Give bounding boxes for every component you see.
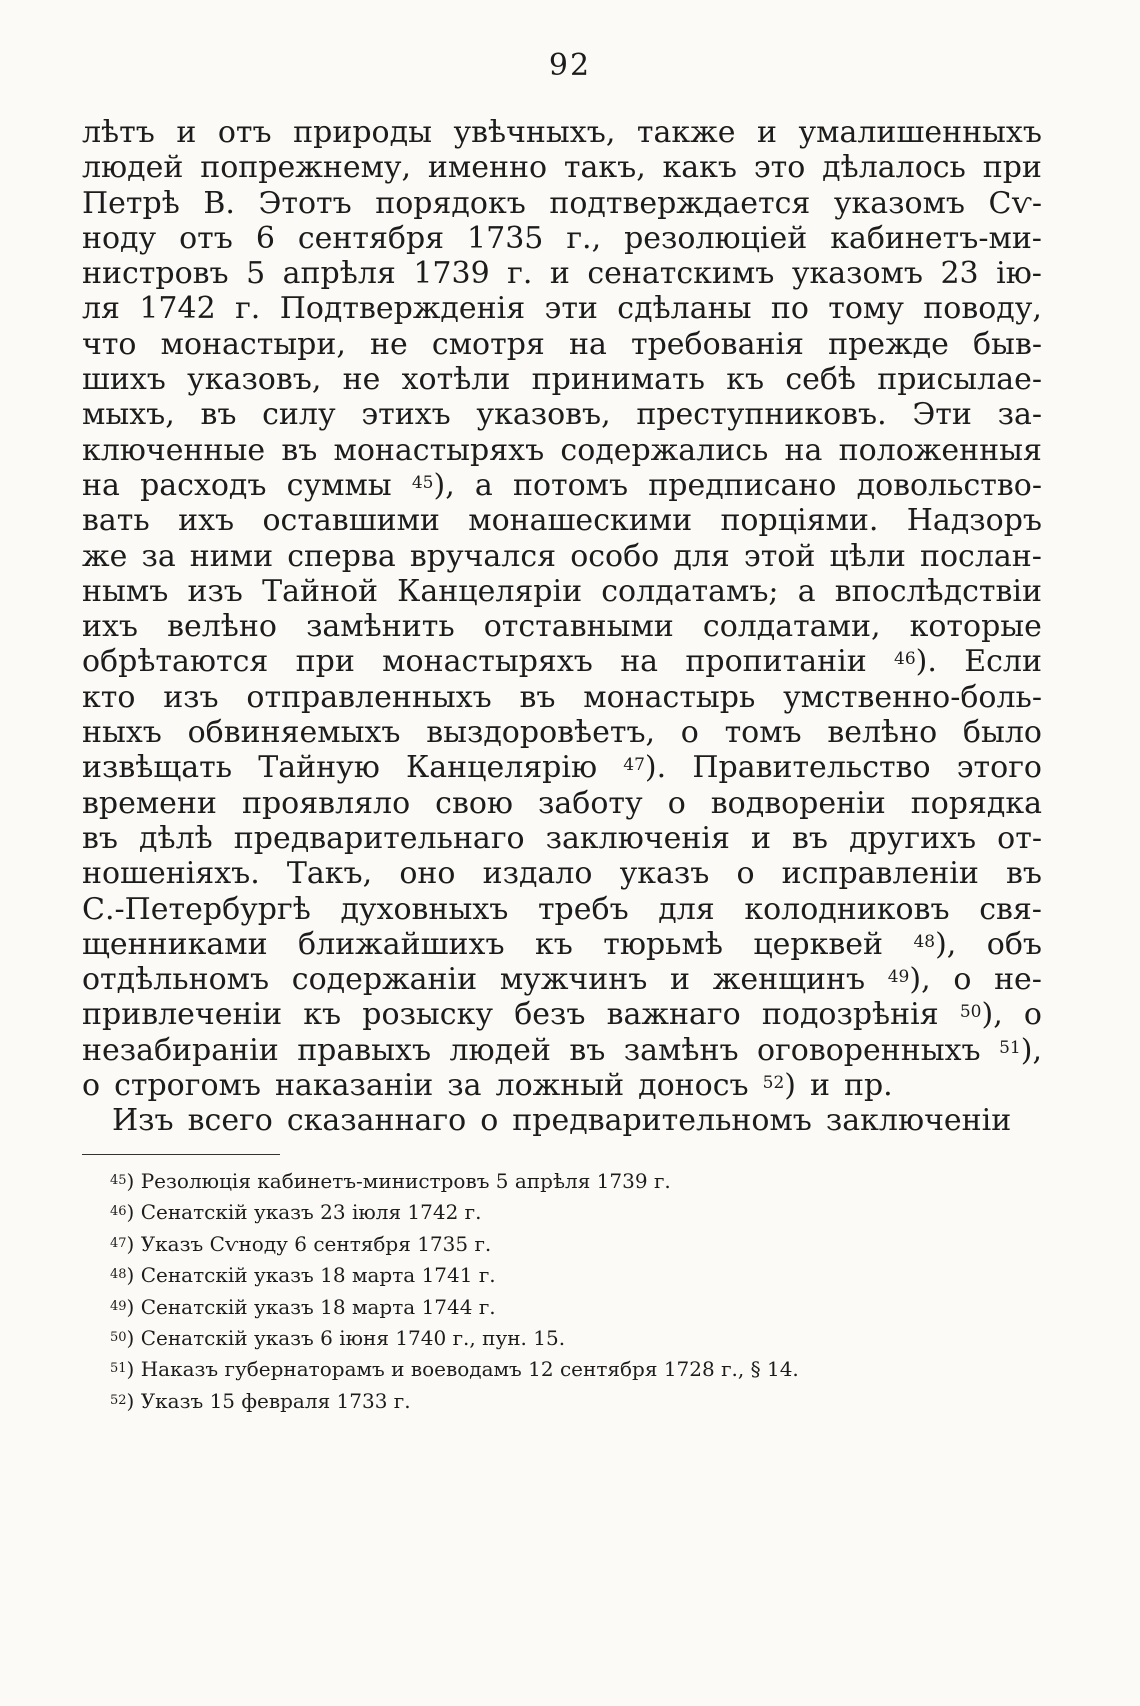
body-line [82, 856, 1042, 891]
word: принимать [531, 362, 705, 398]
word: Надзоръ [906, 503, 1042, 539]
word: от- [997, 820, 1042, 856]
footnote-number: 50 [110, 1329, 127, 1345]
word: порядка [910, 785, 1042, 821]
word: 1739 [413, 256, 490, 292]
word: $^{50}$), [959, 997, 1003, 1033]
footnote-number: 51 [110, 1361, 127, 1377]
word: свя- [979, 891, 1042, 927]
word: $^{47}$). [623, 750, 667, 786]
body-text [82, 115, 1042, 1139]
word: въ [200, 397, 237, 433]
word: шихъ [82, 362, 166, 398]
word: именно [427, 150, 548, 186]
footnote-text: ) Резолюція кабинетъ-министровъ 5 апрѣля 1739 г. [126, 1169, 671, 1193]
word: Эти [912, 397, 972, 433]
footnote [110, 1229, 1010, 1260]
word: $^{48}$), [913, 926, 957, 962]
word: правыхъ [297, 1032, 432, 1068]
word: что [82, 326, 137, 362]
word: свою [435, 785, 514, 821]
word: это [753, 150, 806, 186]
word: предварительномъ [512, 1103, 812, 1139]
word: такъ, [563, 150, 646, 186]
footnote-text: ) Наказъ губернаторамъ и воеводамъ 12 сентября 1728 г., § 14. [126, 1357, 799, 1382]
word: о [736, 856, 755, 892]
word: особо [570, 538, 660, 574]
word: на [620, 644, 659, 680]
body-line [82, 291, 1042, 326]
word: щенниками [82, 926, 268, 962]
word: указомъ [833, 185, 965, 221]
word: силу [262, 397, 336, 433]
word: С.-Петербургѣ [82, 891, 311, 927]
word: кто [82, 679, 136, 715]
word: по [770, 291, 809, 327]
body-line [82, 327, 1042, 362]
word: Подтвержденія [279, 291, 526, 327]
word: 1742 [139, 291, 216, 327]
word: г., [566, 220, 602, 256]
word: дѣлалось [822, 150, 966, 186]
footnote-text: ) Сенатскій указъ 18 марта 1741 г. [126, 1263, 496, 1288]
word: солдатамъ; [601, 573, 779, 609]
footnote [110, 1197, 1010, 1228]
footnote-ref: 47 [623, 755, 645, 776]
word: о [680, 715, 699, 751]
page-number: 92 [548, 48, 592, 83]
footnote [110, 1166, 1010, 1197]
word: о [953, 962, 972, 998]
word: розыску [362, 997, 494, 1033]
footnote-number: 45 [110, 1173, 127, 1188]
body-line [82, 644, 1042, 679]
word: о [82, 1068, 101, 1104]
word: сенатскимъ [587, 256, 775, 292]
word: г. [507, 256, 533, 292]
word: безъ [514, 997, 586, 1033]
word: выздоровѣетъ, [426, 715, 656, 751]
word: мыхъ, [82, 397, 175, 433]
word: предварительнаго [233, 820, 525, 856]
word: Этотъ [258, 185, 352, 221]
word: другихъ [849, 820, 977, 856]
word: впослѣдствіи [834, 573, 1042, 609]
footnote-ref: 46 [894, 649, 916, 670]
word: въ [82, 820, 118, 856]
word: не [342, 362, 381, 398]
word: попрежнему, [200, 150, 412, 186]
footnotes [110, 1166, 1010, 1417]
word: изъ [187, 573, 243, 609]
word: подозрѣнія [761, 997, 939, 1033]
body-line [82, 115, 1042, 150]
footnote-number: 52 [110, 1392, 127, 1408]
word: Тайной [262, 573, 379, 609]
word: увѣчныхъ, [453, 115, 616, 150]
word: цѣли [829, 538, 906, 574]
word: наказаніи [274, 1068, 434, 1104]
body-line [82, 1068, 1042, 1103]
word: и [670, 962, 691, 998]
word: указовъ, [187, 362, 322, 398]
word: $^{49}$), [887, 962, 931, 998]
word: ныхъ [82, 715, 162, 751]
word: указомъ [791, 256, 923, 292]
word: требъ [537, 891, 629, 927]
word: на [82, 467, 120, 503]
word: природы [293, 115, 432, 150]
word: сентября [297, 220, 445, 256]
word: въ [569, 1032, 606, 1068]
word: довольство- [856, 467, 1042, 503]
body-line [82, 892, 1042, 927]
word: умалишенныхъ [798, 115, 1042, 150]
word: монастыри, [160, 326, 346, 362]
body-line [82, 715, 1042, 750]
word: монашескими [468, 503, 693, 539]
footnote-divider [82, 1154, 280, 1155]
word: ложный [495, 1068, 625, 1104]
word: Сѵ- [988, 185, 1042, 221]
body-line [82, 821, 1042, 856]
word: отъ [217, 115, 272, 150]
word: требованія [631, 326, 804, 362]
word: порядокъ [375, 185, 526, 221]
word: о [480, 1103, 499, 1139]
word: въ [281, 432, 318, 468]
word: привлеченіи [82, 997, 283, 1033]
word: къ [303, 997, 342, 1033]
word: церквей [753, 926, 884, 962]
word: всего [187, 1103, 273, 1139]
footnote [110, 1323, 1010, 1354]
word: оставшими [262, 503, 440, 539]
word: за [141, 538, 176, 574]
word: ію- [996, 256, 1042, 292]
body-line [82, 468, 1042, 503]
word: при [982, 150, 1042, 186]
word: $^{51}$), [999, 1032, 1042, 1068]
body-line [82, 786, 1042, 821]
word: велѣно [827, 715, 938, 751]
word: томъ [724, 715, 802, 751]
word: ближайшихъ [298, 926, 505, 962]
word: монастыряхъ [382, 644, 593, 680]
word: ихъ [82, 609, 139, 645]
body-line [82, 150, 1042, 185]
word: Тайную [258, 750, 380, 786]
word: сперва [287, 538, 396, 574]
word: для [673, 538, 730, 574]
word: умственно-боль- [783, 679, 1042, 715]
word: Изъ [112, 1103, 174, 1139]
word: апрѣля [282, 256, 396, 292]
word: ноду [82, 220, 157, 256]
word: расходъ [140, 467, 267, 503]
word: содержались [560, 432, 769, 468]
word: этой [743, 538, 816, 574]
word: монастыряхъ [333, 432, 545, 468]
word: Канцеляріи [397, 573, 583, 609]
word: $^{45}$), [411, 467, 455, 503]
word: 1735 [467, 220, 544, 256]
word: Такъ, [286, 856, 373, 892]
word: къ [726, 362, 765, 398]
word: времени [82, 785, 217, 821]
word: этихъ [361, 397, 451, 433]
word: водвореніи [710, 785, 886, 821]
word: хотѣли [401, 362, 511, 398]
word: послан- [920, 538, 1042, 574]
word: отъ [179, 220, 233, 256]
word: издало [482, 856, 593, 892]
body-line [82, 750, 1042, 785]
word: для [658, 891, 715, 927]
word: отправленныхъ [246, 679, 492, 715]
body-line [82, 574, 1042, 609]
word: замѣнъ [623, 1032, 739, 1068]
word: сказаннаго [286, 1103, 467, 1139]
word: людей [82, 150, 184, 186]
word: за [447, 1068, 482, 1104]
word: о [667, 785, 686, 821]
body-line [82, 609, 1042, 644]
word: подтверждается [549, 185, 811, 221]
footnote-ref: 49 [887, 967, 910, 988]
word: въ [1005, 856, 1042, 892]
word: доносъ [638, 1068, 749, 1104]
word: порціями. [720, 503, 879, 539]
word: тюрьмѣ [603, 926, 723, 962]
footnote-number: 47 [110, 1235, 127, 1251]
footnote-text: ) Указъ Сѵноду 6 сентября 1735 г. [126, 1231, 492, 1256]
body-line [82, 433, 1042, 468]
word: тому [828, 291, 904, 327]
word: себѣ [785, 362, 857, 398]
word: оно [399, 856, 456, 892]
body-line [82, 503, 1042, 538]
word: женщинъ [712, 962, 866, 998]
footnote [110, 1354, 1010, 1385]
body-line [82, 221, 1042, 256]
word: же [82, 538, 128, 574]
word: и [809, 1068, 830, 1104]
word: резолюціей [624, 220, 808, 256]
word: Петрѣ [82, 185, 180, 221]
footnote-number: 49 [110, 1298, 127, 1314]
word: заключеніи [825, 1103, 1012, 1139]
word: отставными [483, 609, 674, 645]
word: суммы [286, 467, 392, 503]
word: пр. [843, 1068, 893, 1104]
word: и [176, 115, 197, 150]
word: заботу [538, 785, 643, 821]
footnote-ref: 50 [959, 1002, 982, 1023]
word: эти [544, 291, 598, 327]
word: на [568, 326, 607, 362]
word: ля [82, 291, 120, 327]
word: г. [235, 291, 261, 327]
word: ними [189, 538, 274, 574]
word: мужчинъ [499, 962, 648, 998]
footnote-ref: 48 [913, 931, 936, 952]
word: при [295, 644, 355, 680]
word: изъ [163, 679, 219, 715]
word: 5 [246, 256, 266, 292]
word: отдѣльномъ [82, 962, 270, 998]
word: указовъ, [476, 397, 611, 433]
body-line [82, 362, 1042, 397]
footnote-ref: 45 [411, 472, 434, 493]
word: не- [994, 962, 1042, 998]
word: прежде [828, 326, 949, 362]
body-line [82, 186, 1042, 221]
word: вручался [409, 538, 557, 574]
word: быв- [973, 326, 1042, 362]
word: ихъ [178, 503, 235, 539]
word: въ [519, 679, 556, 715]
footnote-text: ) Сенатскій указъ 6 іюня 1740 г., пун. 15. [126, 1325, 566, 1350]
word: В. [203, 185, 235, 221]
word: положенныя [838, 432, 1042, 468]
word: нымъ [82, 573, 169, 609]
body-line [82, 997, 1042, 1032]
word: монастырь [583, 679, 756, 715]
footnote [110, 1260, 1010, 1291]
word: Правительство [692, 750, 931, 786]
word: кабинетъ-ми- [830, 220, 1042, 256]
word: незабираніи [82, 1032, 279, 1068]
word: смотря [431, 326, 545, 362]
body-line [82, 680, 1042, 715]
word: также [636, 115, 736, 150]
word: въ [792, 820, 829, 856]
word: а [474, 467, 493, 503]
word: какъ [662, 150, 738, 186]
word: замѣнить [306, 609, 455, 645]
word: лѣтъ [82, 115, 155, 150]
footnote [110, 1386, 1010, 1417]
word: присылае- [877, 362, 1042, 398]
word: заключенія [545, 820, 730, 856]
word: важнаго [606, 997, 741, 1033]
word: указъ [619, 856, 710, 892]
footnote-text: ) Сенатскій указъ 23 іюля 1742 г. [126, 1200, 482, 1225]
word: исправленіи [781, 856, 979, 892]
body-line [82, 256, 1042, 291]
body-line [82, 962, 1042, 997]
word: вать [82, 503, 150, 539]
word: за- [997, 397, 1042, 433]
word: о [1023, 997, 1042, 1033]
word: духовныхъ [340, 891, 509, 927]
word: оговоренныхъ [757, 1032, 981, 1068]
word: которые [909, 609, 1042, 645]
footnote-number: 48 [110, 1267, 127, 1283]
word: и [756, 115, 777, 150]
footnote-number: 46 [110, 1204, 127, 1220]
word: содержаніи [291, 962, 478, 998]
word: дѣлѣ [139, 820, 213, 856]
word: нистровъ [82, 256, 229, 292]
word: объ [986, 926, 1042, 962]
footnote-text: ) Указъ 15 февраля 1733 г. [126, 1388, 411, 1413]
word: потомъ [512, 467, 629, 503]
body-line [82, 397, 1042, 432]
word: преступниковъ. [636, 397, 887, 433]
footnote-text: ) Сенатскій указъ 18 марта 1744 г. [126, 1294, 496, 1319]
word: строгомъ [114, 1068, 261, 1104]
word: а [797, 573, 816, 609]
word: на [784, 432, 823, 468]
word: ношеніяхъ. [82, 856, 260, 892]
word: $^{52}$) [762, 1068, 796, 1104]
word: не [370, 326, 408, 362]
word: пропитаніи [685, 644, 867, 680]
footnote-ref: 52 [762, 1073, 785, 1094]
body-line [82, 1033, 1042, 1068]
word: обвиняемыхъ [187, 715, 401, 751]
word: извѣщать [82, 750, 233, 786]
word: къ [534, 926, 573, 962]
word: было [962, 715, 1042, 751]
word: поводу, [923, 291, 1042, 327]
word: колодниковъ [744, 891, 950, 927]
word: Если [964, 644, 1042, 680]
word: солдатами, [702, 609, 881, 645]
body-line [82, 539, 1042, 574]
footnote-ref: 51 [999, 1037, 1021, 1058]
word: и [549, 256, 570, 292]
word: людей [449, 1032, 551, 1068]
word: 23 [940, 256, 979, 292]
body-line [82, 1103, 1042, 1138]
word: обрѣтаются [82, 644, 269, 680]
word: этого [956, 750, 1042, 786]
word: $^{46}$). [894, 644, 937, 680]
word: Канцелярію [406, 750, 598, 786]
word: предписано [648, 467, 837, 503]
footnote [110, 1292, 1010, 1323]
word: велѣно [167, 609, 277, 645]
word: 6 [255, 220, 275, 256]
word: проявляло [241, 785, 411, 821]
word: и [750, 820, 771, 856]
word: ключенные [82, 432, 266, 468]
body-line [82, 927, 1042, 962]
word: сдѣланы [617, 291, 752, 327]
